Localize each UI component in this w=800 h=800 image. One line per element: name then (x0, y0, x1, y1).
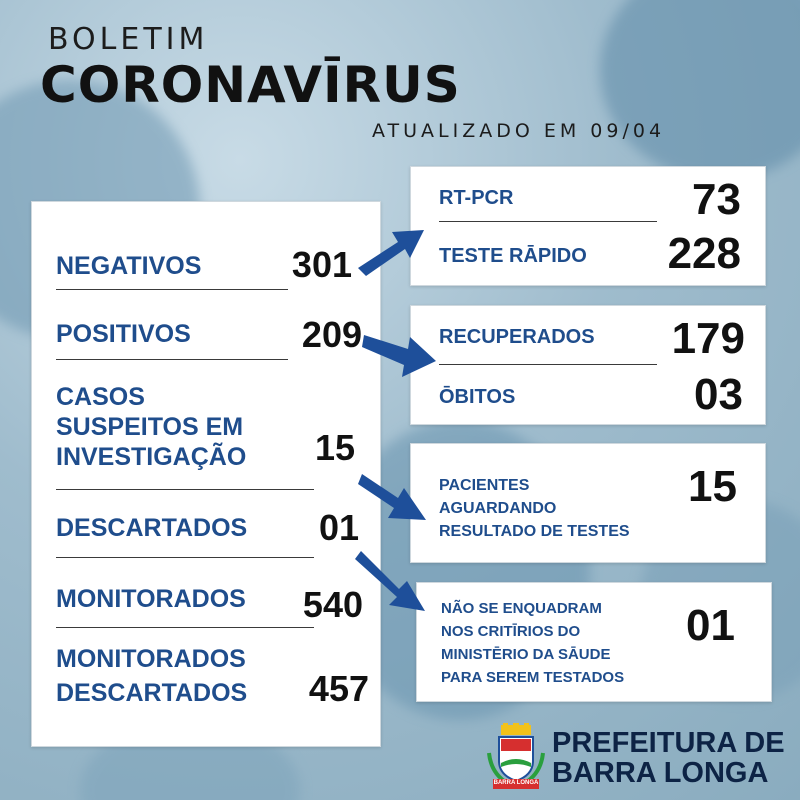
awaiting-results-label (439, 474, 630, 543)
awaiting-results-panel (410, 443, 766, 563)
positives-value: 209 (301, 314, 362, 355)
discarded-value: 01 (318, 507, 359, 548)
arrow-icon (362, 325, 442, 381)
monitored-discarded-value: 457 (308, 668, 369, 709)
row-divider (56, 557, 314, 558)
rt-pcr-label: RT-PCR (439, 187, 514, 209)
criteria-line: NOS CRITĪRIOS DO (441, 623, 581, 640)
row-divider (56, 489, 314, 490)
suspected-label (56, 382, 246, 472)
awaiting-results-value: 15 (688, 462, 737, 511)
negatives-value: 301 (291, 244, 352, 285)
virus-bg-blob (600, 0, 800, 180)
negatives-label: NEGATIVOS (56, 252, 202, 280)
rapid-test-value: 228 (667, 229, 741, 278)
bulletin-title: CORONAVĪRUS (40, 56, 461, 114)
row-divider (56, 289, 288, 290)
monitored-discarded-line: MONITORADOS (56, 645, 246, 673)
rt-pcr-value: 73 (692, 175, 741, 224)
bulletin-kicker: BOLETIM (48, 22, 209, 57)
criteria-label (441, 597, 624, 689)
recovered-value: 179 (671, 314, 745, 363)
rapid-test-label: TESTE RĀPIDO (439, 245, 587, 267)
monitored-discarded-line: DESCARTADOS (56, 679, 248, 707)
row-divider (56, 627, 314, 628)
arrow-icon (355, 545, 435, 615)
suspected-label-line: SUSPEITOS EM (56, 413, 244, 441)
monitored-label: MONITORADOS (56, 585, 246, 613)
deaths-value: 03 (694, 370, 743, 419)
criteria-line: NÃO SE ENQUADRAM (441, 600, 602, 617)
criteria-panel (416, 582, 772, 702)
crest-ribbon-text: BARRA LONGA (493, 780, 539, 786)
criteria-line: MINISTĒRIO DA SĀUDE (441, 646, 611, 663)
deaths-label: ŌBITOS (439, 386, 516, 408)
awaiting-results-line: PACIENTES (439, 477, 530, 494)
summary-panel (31, 201, 381, 747)
criteria-value: 01 (686, 601, 735, 650)
row-divider (439, 364, 657, 365)
suspected-label-line: INVESTIGAÇÃO (56, 443, 247, 471)
recovered-label: RECUPERADOS (439, 326, 595, 348)
row-divider (439, 221, 657, 222)
suspected-value: 15 (314, 427, 355, 468)
awaiting-results-line: AGUARDANDO (439, 500, 557, 517)
arrow-icon (358, 462, 438, 526)
arrow-icon (350, 218, 430, 278)
tests-panel (410, 166, 766, 286)
monitored-discarded-label (56, 642, 247, 710)
row-divider (56, 359, 288, 360)
suspected-label-line: CASOS (56, 383, 145, 411)
organization-name (552, 728, 785, 788)
organization-name-line: BARRA LONGA (552, 757, 769, 789)
updated-date: ATUALIZADO EM 09/04 (372, 120, 666, 142)
criteria-line: PARA SEREM TESTADOS (441, 669, 625, 686)
outcomes-panel (410, 305, 766, 425)
monitored-value: 540 (302, 584, 363, 625)
organization-name-line: PREFEITURA DE (552, 727, 785, 759)
discarded-label: DESCARTADOS (56, 514, 248, 542)
awaiting-results-line: RESULTADO DE TESTES (439, 523, 630, 540)
positives-label: POSITIVOS (56, 320, 191, 348)
